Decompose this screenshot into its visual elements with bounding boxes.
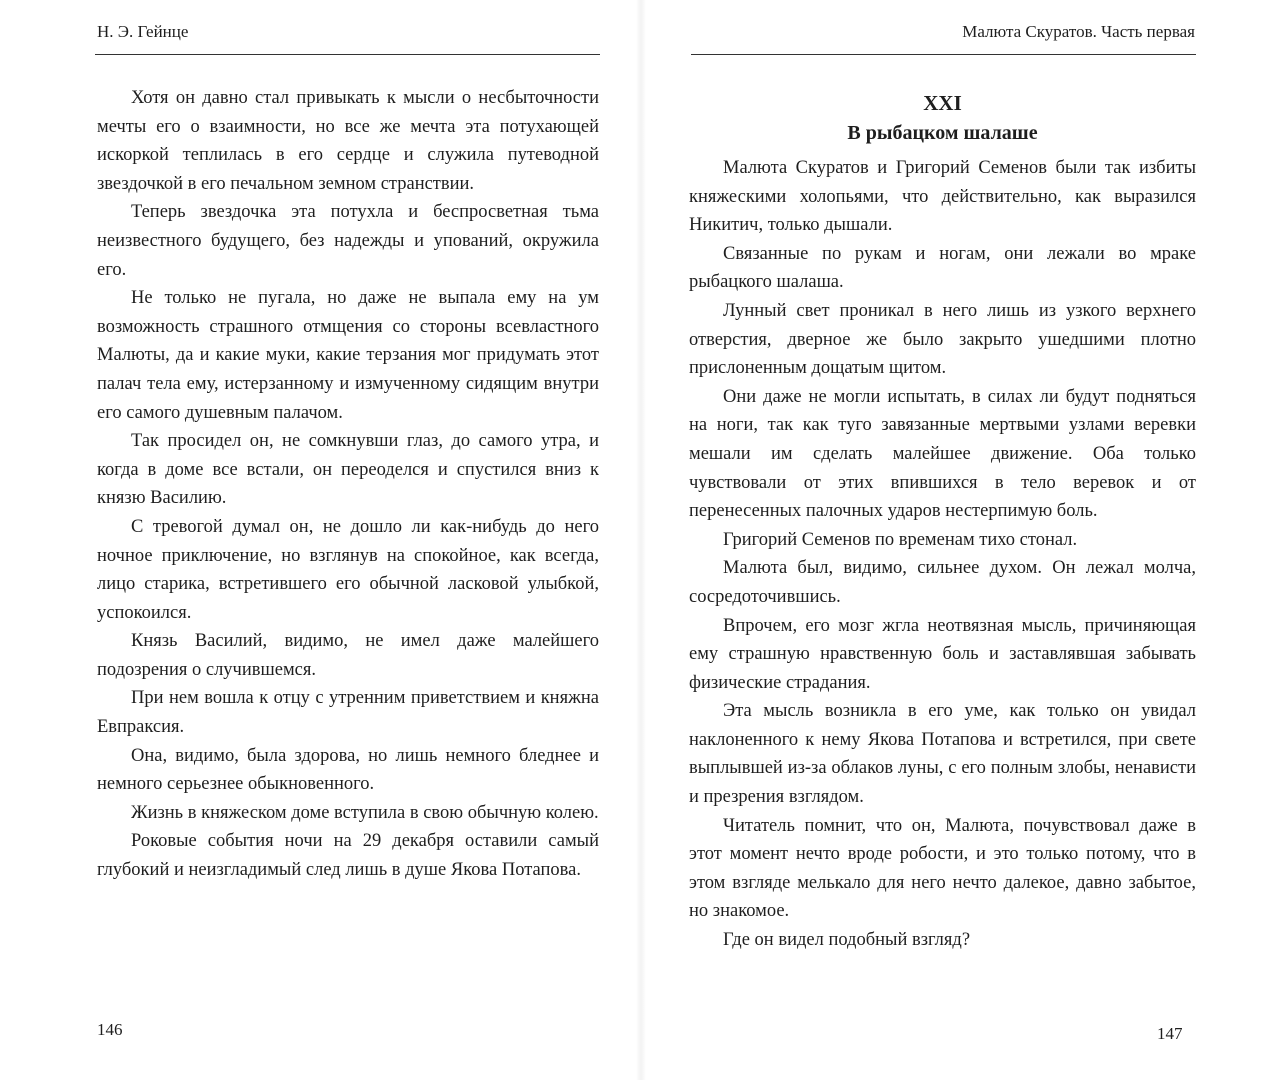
paragraph: Князь Василий, видимо, не имел даже малейшего подозрения о случившемся. [97, 631, 599, 680]
left-page-text [97, 84, 599, 885]
header-rule [95, 54, 600, 55]
right-page [641, 0, 1282, 1080]
paragraph: Связанные по рукам и ногам, они лежали во мраке рыбацкого шалаша. [689, 243, 1196, 293]
paragraph: Малюта был, видимо, сильнее духом. Он лежал молча, сосредоточившись. [689, 558, 1196, 607]
header-rule [691, 54, 1196, 55]
paragraph: При нем вошла к отцу с утренним приветствием и княжна Евпраксия. [97, 688, 599, 738]
paragraph: Впрочем, его мозг жгла неотвязная мысль, причиняющая ему страшную нравственную боль и заставлявшая забывать физические страдания. [689, 615, 1196, 693]
paragraph: Так просидел он, не сомкнувши глаз, до самого утра, и когда в доме все встали, он переоделся и спустился вниз к князю Василию. [97, 431, 599, 509]
paragraph: Она, видимо, была здорова, но лишь немного бледнее и немного серьезнее обыкновенного. [97, 745, 599, 795]
paragraph: Роковые события ночи на 29 декабря оставили самый глубокий и неизгладимый след лишь в душе Якова Потапова. [97, 831, 599, 881]
paragraph: Хотя он давно стал привыкать к мысли о несбыточности мечты его о взаимности, но все же мечта эта потухающей искоркой теплилась в его сердце и служила путеводной звездочкой в его печальном земном странствии. [97, 88, 599, 194]
paragraph: Жизнь в княжеском доме вступила в свою обычную колею. [131, 802, 599, 823]
paragraph: Читатель помнит, что он, Малюта, почувствовал даже в этот момент нечто вроде робости, и это только потому, что в этом взгляде мелькало для него нечто далекое, давно забытое, но знакомое. [689, 815, 1196, 922]
paragraph: Лунный свет проникал в него лишь из узкого верхнего отверстия, дверное же было закрыто ушедшими плотно прислоненным дощатым щитом. [689, 300, 1196, 379]
paragraph: С тревогой думал он, не дошло ли как-нибудь до него ночное приключение, но взглянув на спокойное, как всегда, лицо старика, встретившего его обычной ласковой улыбкой, успокоился. [97, 516, 599, 623]
chapter-heading [689, 88, 1196, 148]
chapter-number: XXI [923, 91, 962, 115]
running-head-author: Н. Э. Гейнце [97, 22, 189, 41]
paragraph: Они даже не могли испытать, в силах ли будут подняться на ноги, так как туго завязанные мертвыми узлами веревки мешали им сделать малейшее движение. Оба только чувствовали от этих впившихся в тело веревок и от перенесенных палочных ударов нестерпимую боль. [689, 386, 1196, 522]
chapter-title: В рыбацком шалаше [847, 122, 1038, 144]
page-number: 146 [97, 1020, 123, 1039]
paragraph: Не только не пугала, но даже не выпала ему на ум возможность страшного отмщения со стороны всевластного Малюты, да и какие муки, какие терзания мог придумать этот палач тела ему, истерзанному и измученному сидящим внутри его самого душевным палачом. [97, 288, 599, 423]
page-number: 147 [1157, 1024, 1183, 1043]
paragraph: Эта мысль возникла в его уме, как только он увидал наклоненного к нему Якова Потапова и встретился, при свете выплывшей из-за облаков луны, с его полным злобы, ненависти и презрения взглядом. [689, 701, 1196, 808]
running-head-title: Малюта Скуратов. Часть первая [962, 22, 1195, 41]
paragraph: Теперь звездочка эта потухла и беспросветная тьма неизвестного будущего, без надежды и упований, окружила его. [97, 202, 599, 280]
paragraph: Малюта Скуратов и Григорий Семенов были так избиты княжескими холопьями, что действительно, как выразился Никитич, только дышали. [689, 158, 1196, 236]
paragraph: Где он видел подобный взгляд? [723, 930, 971, 951]
right-page-text [689, 154, 1196, 955]
paragraph: Григорий Семенов по временам тихо стонал. [723, 529, 1078, 550]
